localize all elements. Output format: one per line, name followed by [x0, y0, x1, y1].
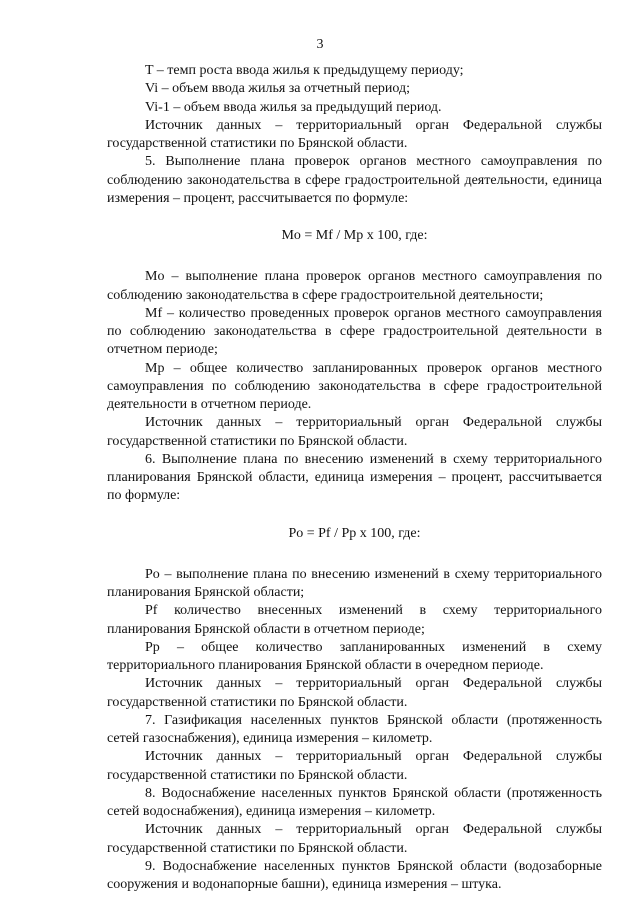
formula-po: Po = Pf / Pp x 100, где: — [288, 525, 421, 541]
paragraph-item-6: 6. Выполнение плана по внесению изменений в схему территориального планирования Брянской области, единица измерения – процент, рассчитывается по формуле: — [107, 451, 602, 504]
paragraph-t-definition: T – темп роста ввода жилья к предыдущему периоду; — [145, 63, 464, 78]
paragraph-vi-definition: Vi – объем ввода жилья за отчетный период; — [145, 81, 411, 97]
paragraph-mo-definition: Mo – выполнение плана проверок органов местного самоуправления по соблюдению законодательства в сфере градостроительной деятельности; — [107, 269, 602, 303]
formula-mo: Mo = Mf / Mp x 100, где: — [281, 228, 428, 243]
paragraph-item-7: 7. Газификация населенных пунктов Брянской области (протяженность сетей газоснабжения), единица измерения – километр. — [107, 712, 602, 746]
paragraph-mf-definition: Mf – количество проведенных проверок органов местного самоуправления по соблюдению законодательства в сфере градостроительной деятельности в отчетном периоде; — [107, 305, 602, 358]
paragraph-data-source: Источник данных – территориальный орган Федеральной службы государственной статистики по Брянской области. — [107, 415, 602, 449]
paragraph-mp-definition: Mp – общее количество запланированных проверок органов местного самоуправления по соблюдению законодательства в сфере градостроительной деятельности в отчетном периоде. — [107, 360, 602, 412]
paragraph-data-source: Источник данных – территориальный орган Федеральной службы государственной статистики по Брянской области. — [107, 822, 602, 856]
paragraph-data-source: Источник данных – территориальный орган Федеральной службы государственной статистики по Брянской области. — [107, 676, 602, 710]
paragraph-item-9: 9. Водоснабжение населенных пунктов Брянской области (водозаборные сооружения и водонапорные башни), единица измерения – штука. — [107, 858, 602, 892]
paragraph-data-source: Источник данных – территориальный орган Федеральной службы государственной статистики по Брянской области. — [107, 749, 602, 783]
paragraph-data-source: Источник данных – территориальный орган Федеральной службы государственной статистики по Брянской области. — [107, 117, 602, 151]
page-number: 3 — [316, 37, 324, 52]
paragraph-item-8: 8. Водоснабжение населенных пунктов Брянской области (протяженность сетей водоснабжения), единица измерения – километр. — [107, 785, 602, 819]
paragraph-pp-definition: Pp – общее количество запланированных изменений в схему территориального планирования Брянской области в очередном периоде. — [107, 639, 602, 673]
paragraph-po-definition: Po – выполнение плана по внесению изменений в схему территориального планирования Брянской области; — [107, 566, 602, 600]
document-body — [107, 62, 602, 894]
paragraph-pf-definition: Pf количество внесенных изменений в схему территориального планирования Брянской области в отчетном периоде; — [107, 603, 602, 637]
paragraph-vi1-definition: Vi-1 – объем ввода жилья за предыдущий период. — [145, 99, 442, 115]
paragraph-item-5: 5. Выполнение плана проверок органов местного самоуправления по соблюдению законодательства в сфере градостроительной деятельности, единица измерения – процент, рассчитывается по формуле: — [107, 154, 602, 206]
